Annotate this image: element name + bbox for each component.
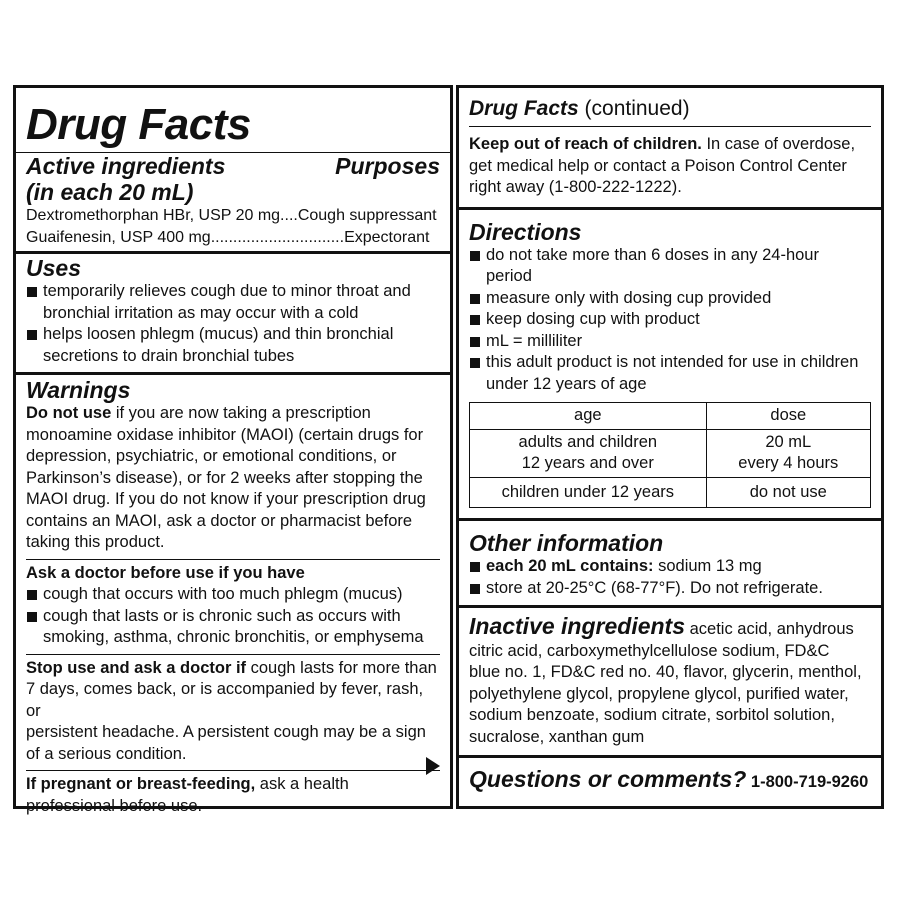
bullet-square-icon [470,251,480,261]
pregnancy-block: If pregnant or breast-feeding, ask a health professional before use. [26,775,349,815]
bullet-square-icon [27,330,37,340]
bullet-square-icon [470,358,480,368]
do-not-use-block: Do not use if you are now taking a prescription monoamine oxidase inhibitor (MAOI) (certain drugs for depression, psychiatric, or emotional conditions, or Parkinson’s disease), or for 2 weeks after stopping the MAOI drug. If you do not know if your prescription drug contains an MAOI, ask a doctor or pharmacist before taking this product. [26,403,440,560]
bullet-square-icon [27,612,37,622]
questions-section [459,758,881,792]
list-item: do not take more than 6 doses in any 24-hour period [469,245,871,288]
bullet-square-icon [470,337,480,347]
list-item: measure only with dosing cup provided [469,288,871,310]
table-cell: children under 12 years [470,477,707,508]
list-item: cough that lasts or is chronic such as occurs with smoking, asthma, chronic bronchitis, or emphysema [26,606,440,649]
keep-out-section: Keep out of reach of children. In case of overdose, get medical help or contact a Poison Control Center right away (1-800-222-1222). [459,127,881,210]
purposes-heading: Purposes [335,153,440,179]
bullet-square-icon [27,287,37,297]
list-item: cough that occurs with too much phlegm (mucus) [26,584,440,606]
warnings-section [16,375,450,815]
list-item: mL = milliliter [469,331,871,353]
drug-facts-left-panel [13,85,453,815]
inactive-ingredients-section: Inactive ingredients acetic acid, anhydrous citric acid, carboxymethylcellulose sodium, FD&C blue no. 1, FD&C red no. 40, flavor, glycerin, menthol, polyethylene glycol, propylene glycol, purified water, sodium benzoate, sodium citrate, sorbitol solution, sucralose, xanthan gum [459,608,881,758]
inactive-ingredients-heading: Inactive ingredients [469,613,686,639]
list-item: helps loosen phlegm (mucus) and thin bronchial secretions to drain bronchial tubes [26,324,440,367]
continue-arrow-icon [426,757,440,775]
ingredient-line: Dextromethorphan HBr, USP 20 mg....Cough suppressant [26,207,437,224]
bullet-square-icon [470,315,480,325]
directions-heading: Directions [469,218,582,245]
bullet-square-icon [470,584,480,594]
directions-section [459,210,881,522]
list-item: this adult product is not intended for use in children under 12 years of age [469,352,871,395]
questions-heading: Questions or comments? [469,766,747,792]
drug-facts-right-panel [456,85,884,809]
table-cell: 20 mL every 4 hours [706,429,870,477]
bullet-square-icon [27,590,37,600]
ask-doctor-block [26,560,440,655]
list-item: temporarily relieves cough due to minor throat and bronchial irritation as may occur with a cold [26,281,440,324]
dosage-table [469,402,871,508]
list-item: keep dosing cup with product [469,309,871,331]
ingredient-line: Guaifenesin, USP 400 mg..............................Expectorant [26,228,430,246]
table-cell: do not use [706,477,870,508]
bullet-square-icon [470,294,480,304]
table-row [470,477,871,508]
table-row [470,429,871,477]
ask-doctor-heading: Ask a doctor before use if you have [26,563,305,582]
drug-facts-title: Drug Facts [26,100,251,149]
uses-heading: Uses [26,255,81,281]
table-cell: adults and children 12 years and over [470,429,707,477]
table-header-row [470,403,871,430]
stop-use-block: Stop use and ask a doctor if cough lasts for more than 7 days, comes back, or is accompanied by fever, rash, or persistent headache. A persistent cough may be a sign of a serious condition. [26,655,440,772]
phone-number: 1-800-719-9260 [746,773,869,791]
list-item: store at 20-25°C (68-77°F). Do not refrigerate. [469,578,871,600]
active-ingredients-heading: Active ingredients [26,153,226,179]
table-header: dose [706,403,870,430]
continued-header: Drug Facts (continued) [459,88,881,127]
continued-title: Drug Facts [469,97,579,120]
active-ingredients-section [16,152,450,254]
bullet-square-icon [470,562,480,572]
other-information-heading: Other information [469,530,664,556]
table-header: age [470,403,707,430]
active-ingredients-subheading: (in each 20 mL) [26,179,194,205]
title-section [16,88,450,152]
list-item: each 20 mL contains: sodium 13 mg [469,556,871,578]
other-information-section [459,521,881,608]
uses-section [16,254,450,375]
warnings-heading: Warnings [26,377,131,403]
